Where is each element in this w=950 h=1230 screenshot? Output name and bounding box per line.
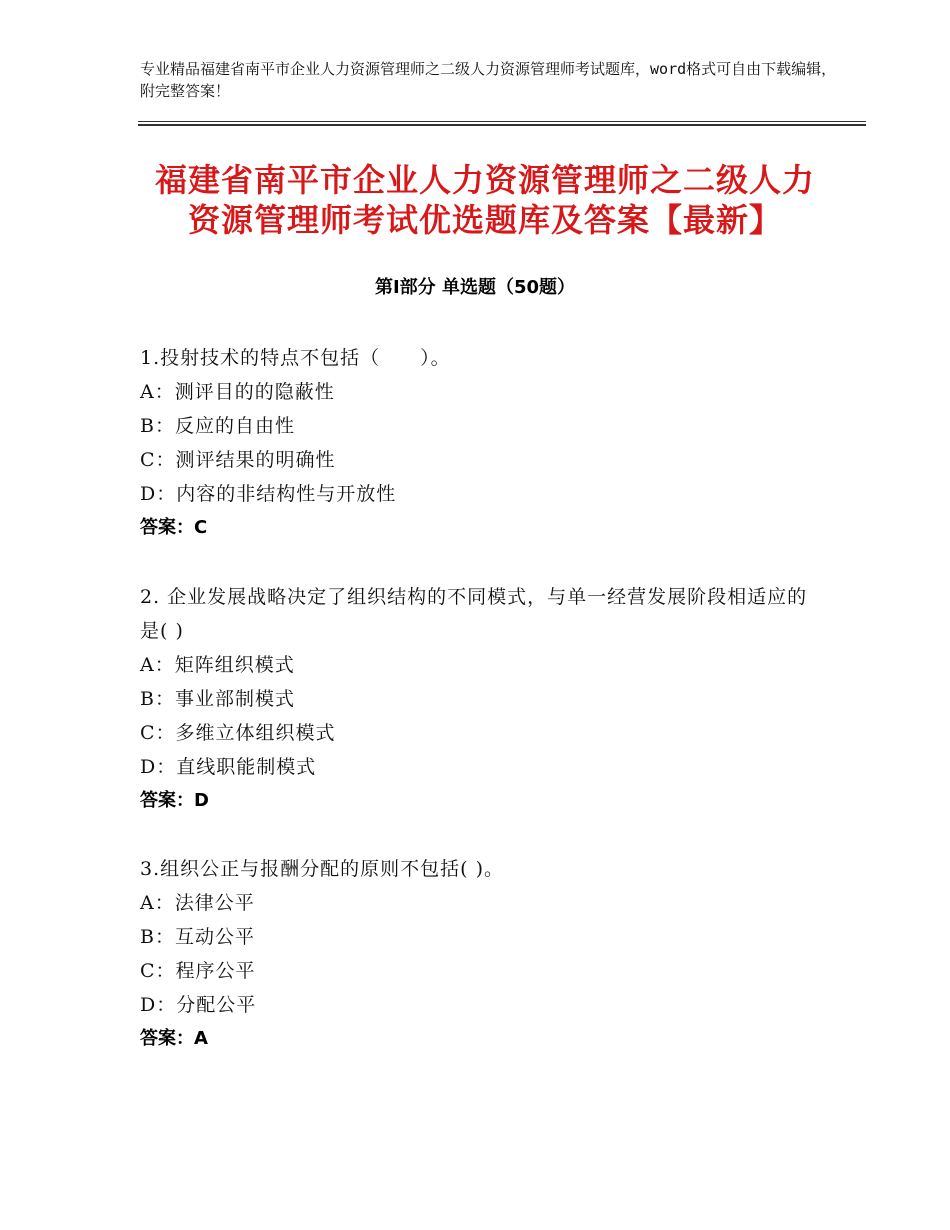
header-note: 专业精品福建省南平市企业人力资源管理师之二级人力资源管理师考试题库，word格式可自由下载编辑，附完整答案！ [140,60,837,100]
option-a: A：矩阵组织模式 [140,654,295,676]
answer-label: 答案：C [140,517,208,538]
option-d: D：分配公平 [140,994,257,1016]
question-stem: 2. 企业发展战略决定了组织结构的不同模式，与单一经营发展阶段相适应的是( ) [140,586,808,642]
option-b: B：互动公平 [140,926,255,948]
option-c: C：程序公平 [140,960,256,982]
option-d: D：直线职能制模式 [140,756,317,778]
option-c: C：测评结果的明确性 [140,449,336,471]
option-b: B：事业部制模式 [140,688,295,710]
header-divider-thin [138,121,866,122]
question-2 [140,580,820,818]
option-a: A：测评目的的隐蔽性 [140,381,335,403]
option-d: D：内容的非结构性与开放性 [140,483,397,505]
section-title: 第Ⅰ部分 单选题（50题） [374,277,575,298]
answer-label: 答案：D [140,790,209,811]
option-b: B：反应的自由性 [140,415,295,437]
option-c: C：多维立体组织模式 [140,722,336,744]
header-divider-thick [138,124,866,126]
option-a: A：法律公平 [140,892,255,914]
answer-label: 答案：A [140,1028,208,1049]
question-1 [140,341,820,545]
question-stem: 1.投射技术的特点不包括（ ）。 [140,347,451,369]
question-3 [140,852,820,1056]
document-title: 福建省南平市企业人力资源管理师之二级人力资源管理师考试优选题库及答案【最新】 [154,161,815,239]
question-stem: 3.组织公正与报酬分配的原则不包括( )。 [140,858,504,880]
